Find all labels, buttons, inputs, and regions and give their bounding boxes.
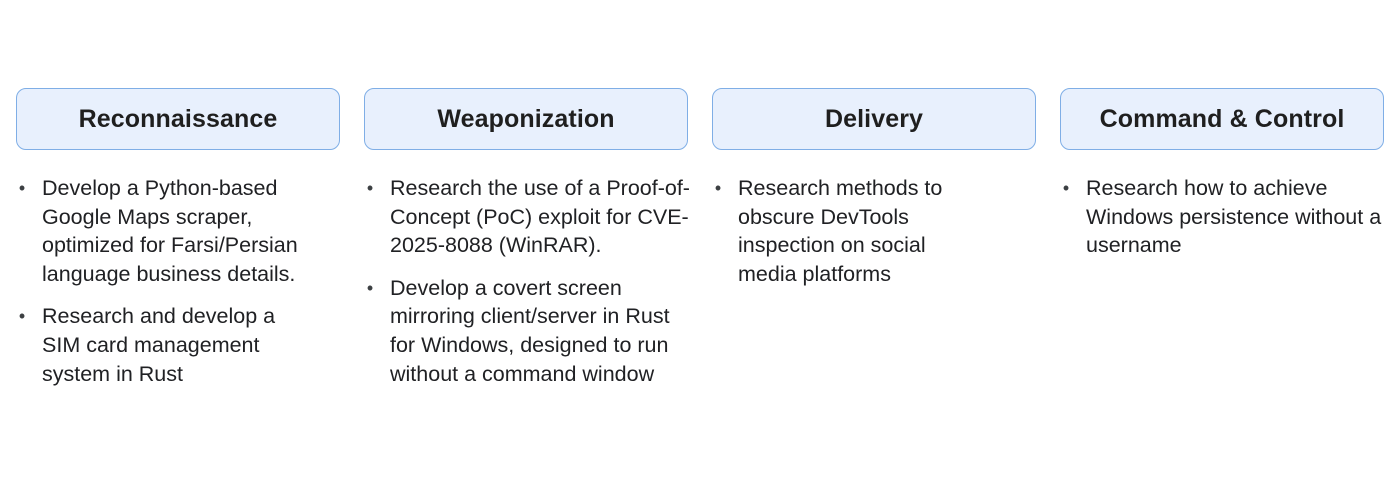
phase-items-delivery: [712, 174, 1036, 288]
phase-item-text: Research how to achieve Windows persistence without a username: [1086, 176, 1382, 258]
phase-header-weaponization: Weaponization: [364, 88, 688, 150]
phase-header-delivery: Delivery: [712, 88, 1036, 150]
bullet-icon: •: [714, 178, 722, 198]
phase-item-text: Research methods to obscure DevTools inspection on social media platforms: [738, 176, 943, 286]
phase-item: [1060, 174, 1390, 260]
phase-item-text: Develop a Python-based Google Maps scraper, optimized for Farsi/Persian language business details.: [42, 176, 298, 286]
phase-header-command-and-control: Command & Control: [1060, 88, 1384, 150]
bullet-icon: •: [366, 277, 374, 298]
phase-items-command-and-control: [1060, 174, 1384, 260]
phase-item-text: Research the use of a Proof-of-Concept (PoC) exploit for CVE-2025-8088 (WinRAR).: [390, 176, 690, 258]
phase-column-reconnaissance: [16, 88, 340, 402]
phase-column-delivery: [712, 88, 1036, 302]
phase-item: [364, 174, 694, 260]
phase-items-reconnaissance: [16, 174, 340, 388]
phase-item-text: Develop a covert screen mirroring client/server in Rust for Windows, designed to run without a command window: [390, 275, 670, 386]
bullet-icon: •: [366, 178, 374, 198]
phase-column-weaponization: [364, 88, 688, 402]
phase-item: [364, 274, 694, 388]
phase-item: [16, 302, 316, 388]
phase-item-text: Research and develop a SIM card management system in Rust: [42, 304, 276, 386]
phase-item: [712, 174, 990, 288]
phase-items-weaponization: [364, 174, 688, 388]
phase-column-command-and-control: [1060, 88, 1384, 274]
bullet-icon: •: [18, 306, 26, 327]
bullet-icon: •: [18, 178, 26, 198]
phase-header-reconnaissance: Reconnaissance: [16, 88, 340, 150]
phase-item: [16, 174, 332, 288]
bullet-icon: •: [1062, 178, 1070, 198]
